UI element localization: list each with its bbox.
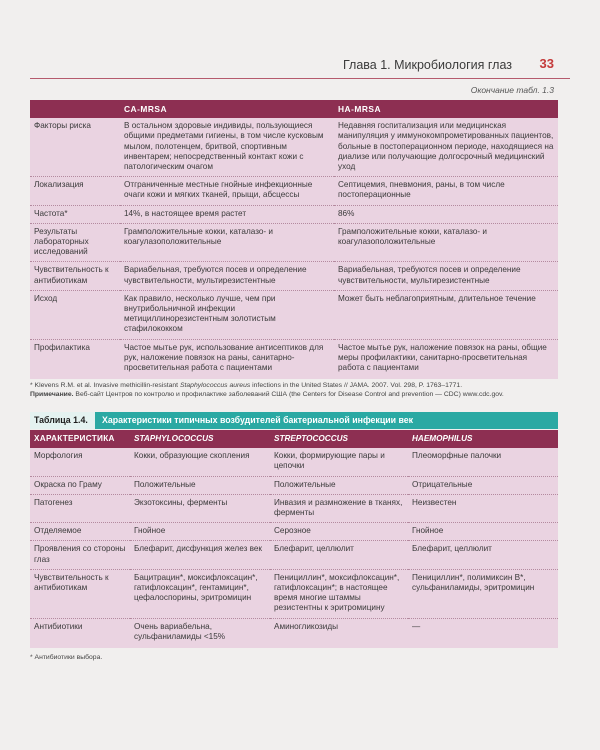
table-cell: Положительные — [270, 476, 408, 494]
table-row — [30, 223, 558, 262]
table-cell: Грамположительные кокки, каталазо- и коагулазоположительные — [334, 223, 558, 262]
table-cell: Кокки, формирующие пары и цепочки — [270, 448, 408, 476]
table-cell: Очень вариабельна, сульфаниламиды <15% — [134, 621, 226, 641]
table-header-row — [30, 100, 558, 118]
row-label: Морфология — [30, 448, 130, 476]
table-cell: Вариабельная, требуются посев и определение чувствительности, мультирезистентные — [334, 262, 558, 290]
table-row — [30, 118, 558, 177]
table-row — [30, 339, 558, 379]
table-cell: Гнойное — [408, 523, 558, 541]
table-cell: В остальном здоровые индивиды, пользующиеся общими предметами гигиены, в том числе кусковым мылом, полотенцем, бритвой, спортивным инвентарем; непосредственный контакт кожи с патологическим очагом — [120, 118, 334, 177]
row-label: Чувствительность к антибиотикам — [30, 569, 130, 618]
table-cell: Частое мытье рук, использование антисептиков для рук, наложение повязок на раны, санитарно-просветительная работа с пациентами — [124, 342, 324, 373]
table-cell: Септицемия, пневмония, раны, в том числе постоперационные — [334, 177, 558, 205]
page-number: 33 — [539, 56, 554, 71]
table-cell: Аминогликозиды — [274, 621, 339, 631]
table-cell: Кокки, образующие скопления — [130, 448, 270, 476]
table-cell: 14%, в настоящее время растет — [120, 205, 334, 223]
table-title-bar — [30, 412, 558, 429]
row-label: Факторы риска — [30, 118, 120, 177]
table-cell: Пенициллин*, моксифлоксацин*, гатифлоксацин*; в настоящее время многие штаммы резистентны к эритромицину — [270, 569, 408, 618]
reference-footnote: * Klevens R.M. et al. Invasive methicillin-resistant Staphylococcus aureus infections in the United States // JAMA. 2007. Vol. 298, P. 1763–1771. — [30, 382, 463, 389]
row-label: Патогенез — [30, 494, 130, 522]
table-cell: Неизвестен — [408, 494, 558, 522]
table-row — [30, 205, 558, 223]
table-row — [30, 618, 558, 648]
table-row — [30, 569, 558, 618]
table-row — [30, 262, 558, 290]
table-cell: Как правило, несколько лучше, чем при внутрибольничной инфекции метициллинорезистентным золотистым стафилококком — [120, 290, 334, 339]
table-cell: Гнойное — [130, 523, 270, 541]
table-header-row — [30, 430, 558, 448]
column-header: HA-MRSA — [334, 100, 558, 118]
column-header: CA-MRSA — [120, 100, 334, 118]
table-row — [30, 177, 558, 205]
table-footnote — [30, 381, 560, 399]
table-cell: Грамположительные кокки, каталазо- и коагулазоположительные — [120, 223, 334, 262]
table-cell: Частое мытье рук, наложение повязок на раны, общие меры профилактики, санитарно-просветительная работа с пациентами — [338, 342, 547, 373]
eyelid-pathogens-table — [30, 430, 558, 648]
row-label: Частота* — [30, 205, 120, 223]
row-label: Отделяемое — [30, 523, 130, 541]
table-cell: Бацитрацин*, моксифлоксацин*, гатифлоксацин*, гентамицин*, цефалоспорины, эритромицин — [130, 569, 270, 618]
table-cell: Положительные — [130, 476, 270, 494]
table-row — [30, 448, 558, 476]
row-label: Окраска по Граму — [30, 476, 130, 494]
row-label: Чувствительность к антибиотикам — [30, 262, 120, 290]
column-header: ХАРАКТЕРИСТИКА — [30, 430, 130, 448]
antibiotic-footnote: * Антибиотики выбора. — [30, 654, 103, 661]
column-header: STREPTOCOCCUS — [270, 430, 408, 448]
table-cell: Недавняя госпитализация или медицинская манипуляция у иммунокомпрометированных пациентов, больные в постоперационном периоде, находящиеся на диализе или получающие долгосрочный медицинский уход — [334, 118, 558, 177]
table-cell: 86% — [334, 205, 558, 223]
row-label: Антибиотики — [34, 621, 83, 631]
table-cell: Отграниченные местные гнойные инфекционные очаги кожи и мягких тканей, прыщи, абсцессы — [120, 177, 334, 205]
table-row — [30, 290, 558, 339]
chapter-title: Глава 1. Микробиология глаз — [342, 58, 512, 72]
table-cell: Отрицательные — [408, 476, 558, 494]
table-caption: Характеристики типичных возбудителей бактериальной инфекции век — [102, 415, 414, 425]
table-number: Таблица 1.4. — [30, 412, 95, 429]
table-cell: Может быть неблагоприятным, длительное течение — [334, 290, 558, 339]
column-header — [30, 100, 120, 118]
table-cell: Плеоморфные палочки — [408, 448, 558, 476]
table-cell: Пенициллин*, полимиксин В*, сульфаниламиды, эритромицин — [408, 569, 558, 618]
table-row — [30, 476, 558, 494]
column-header: STAPHYLOCOCCUS — [130, 430, 270, 448]
row-label: Проявления со стороны глаз — [30, 541, 130, 569]
header-rule — [30, 78, 570, 79]
table-cell: Экзотоксины, ферменты — [130, 494, 270, 522]
row-label: Результаты лабораторных исследований — [30, 223, 120, 262]
column-header: HAEMOPHILUS — [408, 430, 558, 448]
row-label: Локализация — [30, 177, 120, 205]
table-cell: Блефарит, целлюлит — [408, 541, 558, 569]
table-cell: Инвазия и размножение в тканях, ферменты — [270, 494, 408, 522]
table-cell: Серозное — [270, 523, 408, 541]
table-continuation-note: Окончание табл. 1.3 — [470, 85, 554, 95]
mrsa-table — [30, 100, 558, 379]
table-cell: Блефарит, целлюлит — [270, 541, 408, 569]
table-row — [30, 494, 558, 522]
running-head — [30, 56, 570, 76]
table-cell: Вариабельная, требуются посев и определение чувствительности, мультирезистентные — [120, 262, 334, 290]
row-label: Профилактика — [34, 342, 90, 352]
row-label: Исход — [30, 290, 120, 339]
note: Примечание. Веб-сайт Центров по контролю и профилактике заболеваний США (the Centers for Disease Control and prevention — CDC) www.cdc.gov. — [30, 391, 504, 398]
table-row — [30, 523, 558, 541]
table-cell: — — [412, 621, 421, 631]
table-cell: Блефарит, дисфункция желез век — [130, 541, 270, 569]
table-row — [30, 541, 558, 569]
